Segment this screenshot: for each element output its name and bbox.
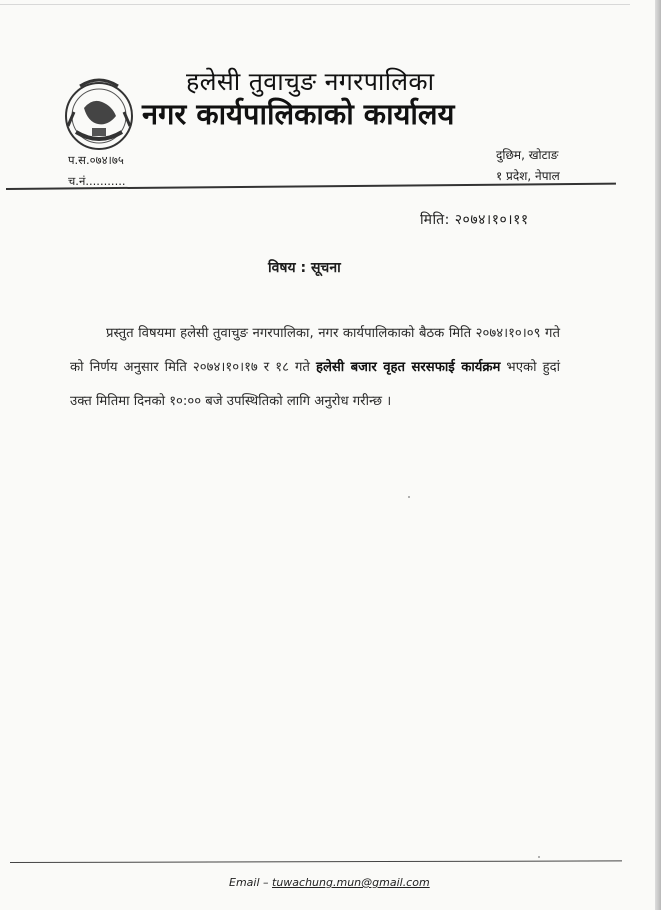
address-line-1: दुछिम, खोटाङ <box>496 148 559 162</box>
scan-edge <box>655 0 661 910</box>
letter-date: मिति: २०७४।१०।११ <box>420 212 529 228</box>
notice-body <box>70 317 560 419</box>
nepal-emblem-logo <box>62 76 136 152</box>
scan-speck <box>408 496 410 498</box>
office-name: नगर कार्यपालिकाको कार्यालय <box>142 97 455 131</box>
email-label: Email – <box>229 876 273 889</box>
address-line-2: १ प्रदेश, नेपाल <box>496 169 560 183</box>
email-address-link[interactable]: tuwachung.mun@gmail.com <box>272 876 430 889</box>
program-name: हलेसी बजार वृहत सरसफाई कार्यक्रम <box>315 360 501 375</box>
footer-divider <box>10 860 622 863</box>
body-text-part-1: प्रस्तुत विषयमा हलेसी तुवाचुङ नगरपालिका, नगर कार्यपालिकाको बैठक मिति २०७४।१०।०९ गते को निर्णय अनुसार मिति २०७४।१०।१७ र १८ गते <box>70 326 560 375</box>
municipality-name: हलेसी तुवाचुङ नगरपालिका <box>186 67 435 96</box>
scan-top-line <box>0 4 630 5</box>
footer-email <box>229 876 430 889</box>
body-text-part-2: भएको हुदां उक्त मितिमा दिनको १०:०० बजे उपस्थितिको लागि अनुरोध गरीन्छ । <box>70 360 560 409</box>
dispatch-number: च.नं........... <box>68 174 126 188</box>
scan-speck <box>538 856 540 858</box>
reference-number: प.स.०७४।७५ <box>68 153 124 167</box>
letter-subject: विषय : सूचना <box>268 260 341 276</box>
